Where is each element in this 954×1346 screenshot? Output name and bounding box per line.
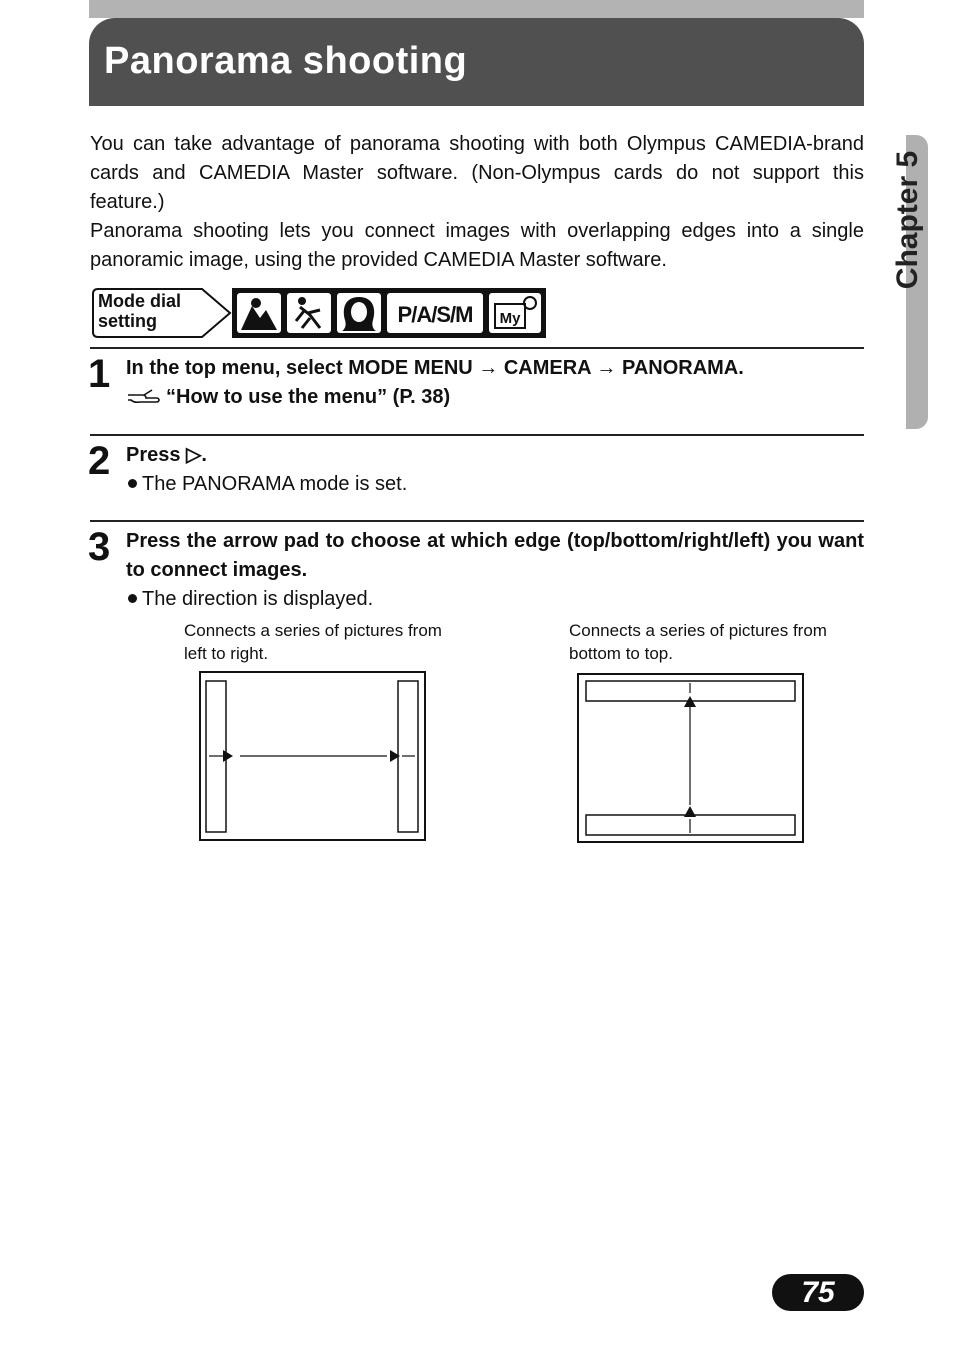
step-3-note: The direction is displayed.	[126, 585, 373, 614]
bullet-icon	[128, 594, 137, 603]
sports-icon	[287, 293, 331, 333]
left-figure-caption: Connects a series of pictures from left to right.	[184, 621, 442, 663]
bullet-icon	[128, 479, 137, 488]
intro-paragraph-1: You can take advantage of panorama shooting with both Olympus CAMEDIA-brand cards and CAMEDIA Master software. (Non-Olympus cards do not support this feature.)	[90, 133, 864, 213]
title-bar	[89, 18, 864, 106]
page-title: Panorama shooting	[104, 40, 468, 82]
pointing-hand-icon	[126, 387, 160, 405]
mode-dial-icons	[232, 288, 546, 338]
mode-dial-label-box	[92, 288, 232, 338]
chapter-label	[878, 145, 938, 295]
intro-paragraph-2: Panorama shooting lets you connect images with overlapping edges into a single panoramic image, using the provided CAMEDIA Master software.	[90, 220, 864, 271]
portrait-icon	[337, 293, 381, 333]
landscape-portrait-icon	[237, 293, 281, 333]
svg-text:My: My	[499, 310, 521, 327]
chapter-label-text: Chapter 5	[891, 150, 924, 290]
step-1-divider	[90, 347, 864, 349]
left-to-right-diagram	[199, 671, 427, 843]
step-2-text: Press ▷.	[126, 444, 207, 466]
step-2-number: 2	[88, 439, 111, 483]
step-2-note: The PANORAMA mode is set.	[126, 470, 407, 499]
step-1-text	[126, 354, 864, 412]
step-3-number: 3	[88, 525, 111, 569]
step-1-instruction: In the top menu, select MODE MENU → CAMERA → PANORAMA.	[126, 357, 744, 379]
step-1-number: 1	[88, 352, 111, 396]
step-3-divider	[90, 520, 864, 522]
mode-dial-label: Mode dial setting	[98, 291, 182, 331]
step-2-divider	[90, 434, 864, 436]
svg-text:P/A/S/M: P/A/S/M	[397, 302, 473, 327]
bottom-to-top-diagram	[577, 673, 805, 845]
intro-text	[90, 130, 864, 275]
right-figure-caption: Connects a series of pictures from bottom to top.	[569, 621, 827, 663]
pasm-icon	[387, 293, 483, 333]
my-mode-icon	[489, 293, 541, 333]
step-3-text: Press the arrow pad to choose at which edge (top/bottom/right/left) you want to connect images.	[126, 530, 864, 581]
step-1-reference: “How to use the menu” (P. 38)	[126, 383, 864, 412]
page-number: 75	[772, 1274, 864, 1311]
header-top-strip	[89, 0, 864, 18]
